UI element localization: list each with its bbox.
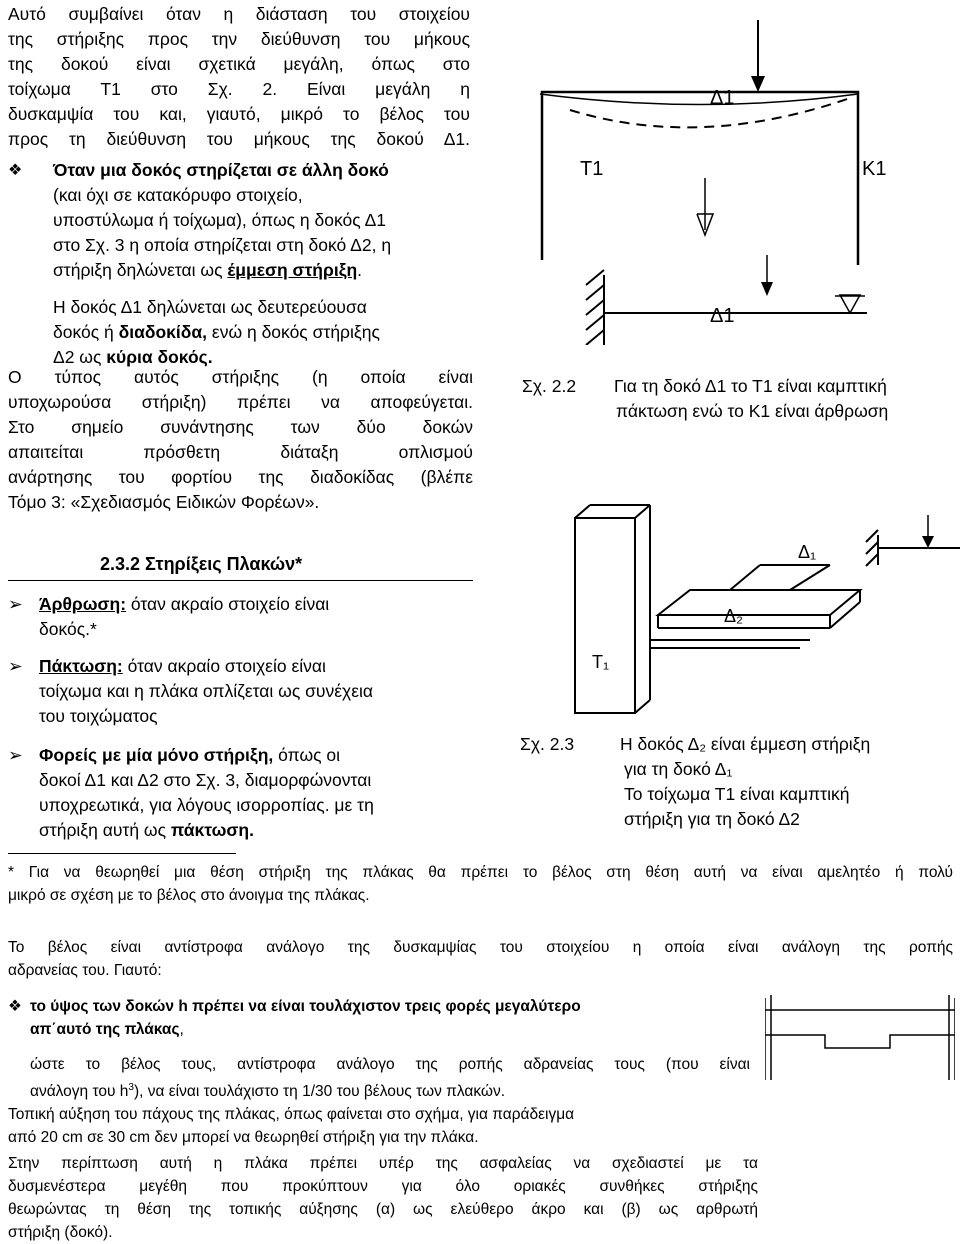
arrow-bullet-icon: ➢ xyxy=(8,594,23,614)
text-line: στο Σχ. 3 η οποία στηρίζεται στη δοκό Δ2, η xyxy=(53,235,392,255)
text-line: στήριξη δηλώνεται ως έμμεση στήριξη. xyxy=(53,260,363,280)
figure-2-3-caption: Η δοκός Δ₂ είναι έμμεση στήριξη για τη δοκό Δ₁ Το τοίχωμα Τ1 είναι καμπτική στήριξη για τη δοκό Δ2 xyxy=(620,734,871,829)
section-heading: 2.3.2 Στηρίξεις Πλακών* xyxy=(100,554,303,574)
text-line: Η δοκός Δ1 δηλώνεται ως δευτερεύουσα xyxy=(53,297,367,317)
label-d1-bottom: Δ1 xyxy=(710,305,735,327)
label-d1-top: Δ1 xyxy=(710,87,735,109)
bullet-heading: Όταν μια δοκός στηρίζεται σε άλλη δοκό xyxy=(53,160,389,180)
text-line: Αυτό συμβαίνει όταν η διάσταση του στοιχείου xyxy=(8,4,470,24)
figure-2-2-caption: Για τη δοκό Δ1 το Τ1 είναι καμπτική πάκτωση ενώ το Κ1 είναι άρθρωση xyxy=(614,376,889,421)
text-line: προς τη διεύθυνση του μήκους της δοκού Δ1. xyxy=(8,129,470,149)
label-t1: Τ1 xyxy=(580,158,604,180)
diamond-bullet-icon: ❖ xyxy=(8,162,23,179)
list-item: ➢ Πάκτωση: όταν ακραίο στοιχείο είναι τοίχωμα και η πλάκα οπλίζεται ως συνέχεια του τοιχώματος xyxy=(8,656,374,726)
text-line: τοίχωμα Τ1 στο Σχ. 2. Είναι μεγάλη η xyxy=(8,79,470,99)
text-line: δυσκαμψία του και, γιαυτό, μικρό το βέλος του xyxy=(8,104,470,124)
figure-2-2-caption-number: Σχ. 2.2 xyxy=(522,376,577,396)
list-item: ➢ Φορείς με μία μόνο στήριξη, όπως οι δοκοί Δ1 και Δ2 στο Σχ. 3, διαμορφώνονται υποχρεωτικά, για λόγους ισορροπίας. με τη στήριξη αυτή ως πάκτωση. xyxy=(8,745,374,840)
footnote-rule xyxy=(8,853,236,854)
text-line: (και όχι σε κατακόρυφο στοιχείο, xyxy=(53,185,303,205)
paragraph-local-thickening: Τοπική αύξηση του πάχους της πλάκας, όπως φαίνεται στο σχήμα, για παράδειγμα από 20 cm σε 30 cm δεν μπορεί να θεωρηθεί στήριξη για την πλάκα. xyxy=(8,1106,575,1146)
figure-2-3 xyxy=(500,500,960,720)
support-list xyxy=(8,592,478,843)
figure-2-2 xyxy=(500,0,960,345)
label-d1: Δ₁ xyxy=(798,542,817,562)
text-line: υποχωρούσα στήριξη) πρέπει να αποφεύγεται. xyxy=(8,392,473,412)
paragraph-design-advice: Στην περίπτωση αυτή η πλάκα πρέπει υπέρ της ασφαλείας να σχεδιαστεί με τα δυσμενέστερα μεγέθη που προκύπτουν για όλο οριακές συνθήκες στήριξης θεωρώντας τη θέση της τοπικής αύξησης (α) ως ελεύθερο άκρο και (β) ως αρθρωτή στήριξη (δοκό). xyxy=(8,1155,758,1241)
intro-paragraph xyxy=(8,2,470,152)
list-item: ➢ Άρθρωση: όταν ακραίο στοιχείο είναι δοκός.* xyxy=(8,594,330,639)
text-line: απαιτείται πρόσθετη διάταξη οπλισμού xyxy=(8,442,473,462)
text-line: της στήριξης προς την διεύθυνση του μήκους xyxy=(8,29,470,49)
footnote: * Για να θεωρηθεί μια θέση στήριξη της πλάκας θα πρέπει το βέλος στη θέση αυτή να είναι αμελητέο ή πολύ μικρό σε σχέση με το βέλος στο άνοιγμα της πλάκας. xyxy=(8,864,953,904)
bullet-beam-height: ❖ το ύψος των δοκών h πρέπει να είναι τουλάχιστον τρεις φορές μεγαλύτερο απ΄αυτό της πλάκας, ώστε το βέλος τους, αντίστροφα ανάλογο της ροπής αδρανείας τους (που είναι ανάλογη του $h^3$), να είναι τουλάχιστο τη 1/30 του βέλους των πλακών. xyxy=(8,995,953,1103)
label-d2: Δ₂ xyxy=(724,606,744,626)
text-line: Στο σημείο συνάντησης των δύο δοκών xyxy=(8,417,473,437)
text-line: ανάρτησης του φορτίου της διαδοκίδας (βλέπε xyxy=(8,467,473,487)
paragraph-stiffness: Το βέλος είναι αντίστροφα ανάλογο της δυσκαμψίας του στοιχείου η οποία είναι ανάλογη της ροπής αδρανείας του. Γιαυτό: xyxy=(8,939,953,979)
slab-thickening-sketch xyxy=(765,990,955,1085)
text-line: Δ2 ως κύρια δοκός. xyxy=(53,347,213,367)
text-line: Τόμο 3: «Σχεδιασμός Ειδικών Φορέων». xyxy=(8,492,320,512)
text-line: δοκός ή διαδοκίδα, ενώ η δοκός στήριξης xyxy=(53,322,380,342)
text-line: Ο τύπος αυτός στήριξης (η οποία είναι xyxy=(8,367,473,387)
diamond-bullet-icon: ❖ xyxy=(8,998,22,1015)
label-k1: Κ1 xyxy=(862,158,887,180)
text-line: της δοκού είναι σχετικά μεγάλη, όπως στο xyxy=(8,54,470,74)
text-line: υποστύλωμα ή τοίχωμα), όπως η δοκός Δ1 xyxy=(53,210,386,230)
arrow-bullet-icon: ➢ xyxy=(8,745,23,765)
heading-rule xyxy=(8,580,473,581)
emphasis-term: έμμεση στήριξη xyxy=(227,260,358,280)
bullet-block xyxy=(8,158,478,370)
paragraph-support-type xyxy=(8,365,473,515)
arrow-bullet-icon: ➢ xyxy=(8,656,23,676)
figure-2-3-caption-number: Σχ. 2.3 xyxy=(520,734,575,754)
label-t1: Τ₁ xyxy=(592,652,610,672)
